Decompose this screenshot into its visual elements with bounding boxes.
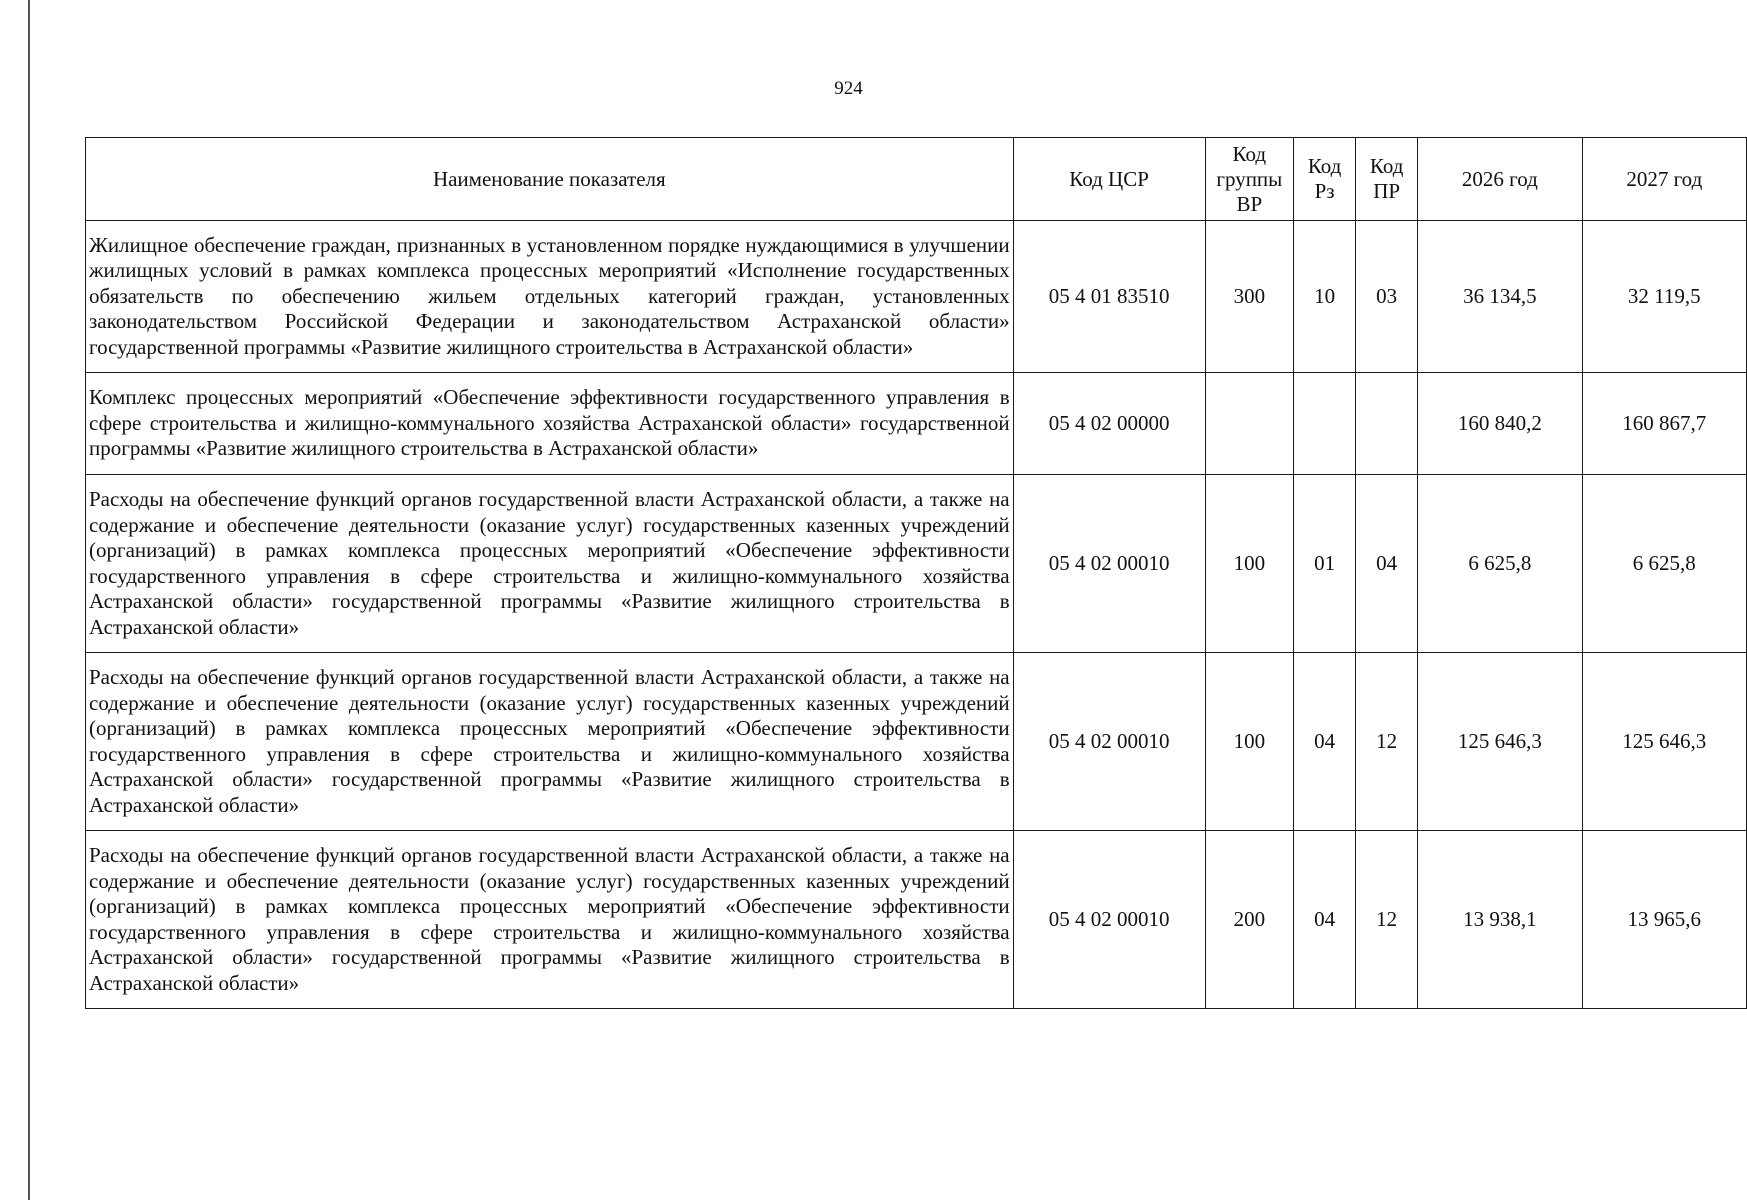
rz-code-cell (1294, 373, 1356, 475)
header-csr-code: Код ЦСР (1013, 138, 1205, 221)
pr-code-cell: 03 (1356, 221, 1418, 373)
table-row (86, 373, 1747, 475)
header-vr-group-code: Код группы ВР (1205, 138, 1294, 221)
header-rz-code: Код Рз (1294, 138, 1356, 221)
page-number: 924 (834, 78, 863, 99)
indicator-name-cell: Расходы на обеспечение функций органов государственной власти Астраханской области, а также на содержание и обеспечение деятельности (оказание услуг) государственных казенных учреждений (организаций) в рамках комплекса процессных мероприятий «Обеспечение эффективности государственного управления в сфере строительства и жилищно-коммунального хозяйства Астраханской области» государственной программы «Развитие жилищного строительства в Астраханской области» (86, 831, 1014, 1009)
indicator-name-cell: Комплекс процессных мероприятий «Обеспечение эффективности государственного управления в сфере строительства и жилищно-коммунального хозяйства Астраханской области» государственной программы «Развитие жилищного строительства в Астраханской области» (86, 373, 1014, 475)
vr-code-cell (1205, 373, 1294, 475)
indicator-name-cell: Расходы на обеспечение функций органов государственной власти Астраханской области, а также на содержание и обеспечение деятельности (оказание услуг) государственных казенных учреждений (организаций) в рамках комплекса процессных мероприятий «Обеспечение эффективности государственного управления в сфере строительства и жилищно-коммунального хозяйства Астраханской области» государственной программы «Развитие жилищного строительства в Астраханской области» (86, 475, 1014, 653)
binding-edge-line (28, 0, 30, 1200)
pr-code-cell: 12 (1356, 831, 1418, 1009)
table-row (86, 653, 1747, 831)
amount-2027-cell: 13 965,6 (1582, 831, 1746, 1009)
amount-2026-cell: 6 625,8 (1418, 475, 1582, 653)
pr-code-cell: 12 (1356, 653, 1418, 831)
csr-code-cell: 05 4 02 00000 (1013, 373, 1205, 475)
header-indicator-name: Наименование показателя (86, 138, 1014, 221)
amount-2027-cell: 125 646,3 (1582, 653, 1746, 831)
rz-code-cell: 04 (1294, 831, 1356, 1009)
vr-code-cell: 200 (1205, 831, 1294, 1009)
indicator-name-cell: Расходы на обеспечение функций органов государственной власти Астраханской области, а также на содержание и обеспечение деятельности (оказание услуг) государственных казенных учреждений (организаций) в рамках комплекса процессных мероприятий «Обеспечение эффективности государственного управления в сфере строительства и жилищно-коммунального хозяйства Астраханской области» государственной программы «Развитие жилищного строительства в Астраханской области» (86, 653, 1014, 831)
rz-code-cell: 04 (1294, 653, 1356, 831)
pr-code-cell (1356, 373, 1418, 475)
rz-code-cell: 01 (1294, 475, 1356, 653)
header-year-2027: 2027 год (1582, 138, 1746, 221)
csr-code-cell: 05 4 02 00010 (1013, 653, 1205, 831)
vr-code-cell: 100 (1205, 653, 1294, 831)
rz-code-cell: 10 (1294, 221, 1356, 373)
csr-code-cell: 05 4 02 00010 (1013, 475, 1205, 653)
table-row (86, 475, 1747, 653)
amount-2026-cell: 13 938,1 (1418, 831, 1582, 1009)
pr-code-cell: 04 (1356, 475, 1418, 653)
vr-code-cell: 300 (1205, 221, 1294, 373)
csr-code-cell: 05 4 01 83510 (1013, 221, 1205, 373)
amount-2026-cell: 125 646,3 (1418, 653, 1582, 831)
amount-2026-cell: 160 840,2 (1418, 373, 1582, 475)
indicator-name-cell: Жилищное обеспечение граждан, признанных в установленном порядке нуждающимися в улучшении жилищных условий в рамках комплекса процессных мероприятий «Исполнение государственных обязательств по обеспечению жильем отдельных категорий граждан, установленных законодательством Российской Федерации и законодательством Астраханской области» государственной программы «Развитие жилищного строительства в Астраханской области» (86, 221, 1014, 373)
amount-2027-cell: 32 119,5 (1582, 221, 1746, 373)
table-row (86, 221, 1747, 373)
header-year-2026: 2026 год (1418, 138, 1582, 221)
amount-2027-cell: 6 625,8 (1582, 475, 1746, 653)
csr-code-cell: 05 4 02 00010 (1013, 831, 1205, 1009)
table-row (86, 831, 1747, 1009)
vr-code-cell: 100 (1205, 475, 1294, 653)
header-pr-code: Код ПР (1356, 138, 1418, 221)
amount-2027-cell: 160 867,7 (1582, 373, 1746, 475)
budget-table (85, 137, 1747, 1009)
table-header-row (86, 138, 1747, 221)
amount-2026-cell: 36 134,5 (1418, 221, 1582, 373)
